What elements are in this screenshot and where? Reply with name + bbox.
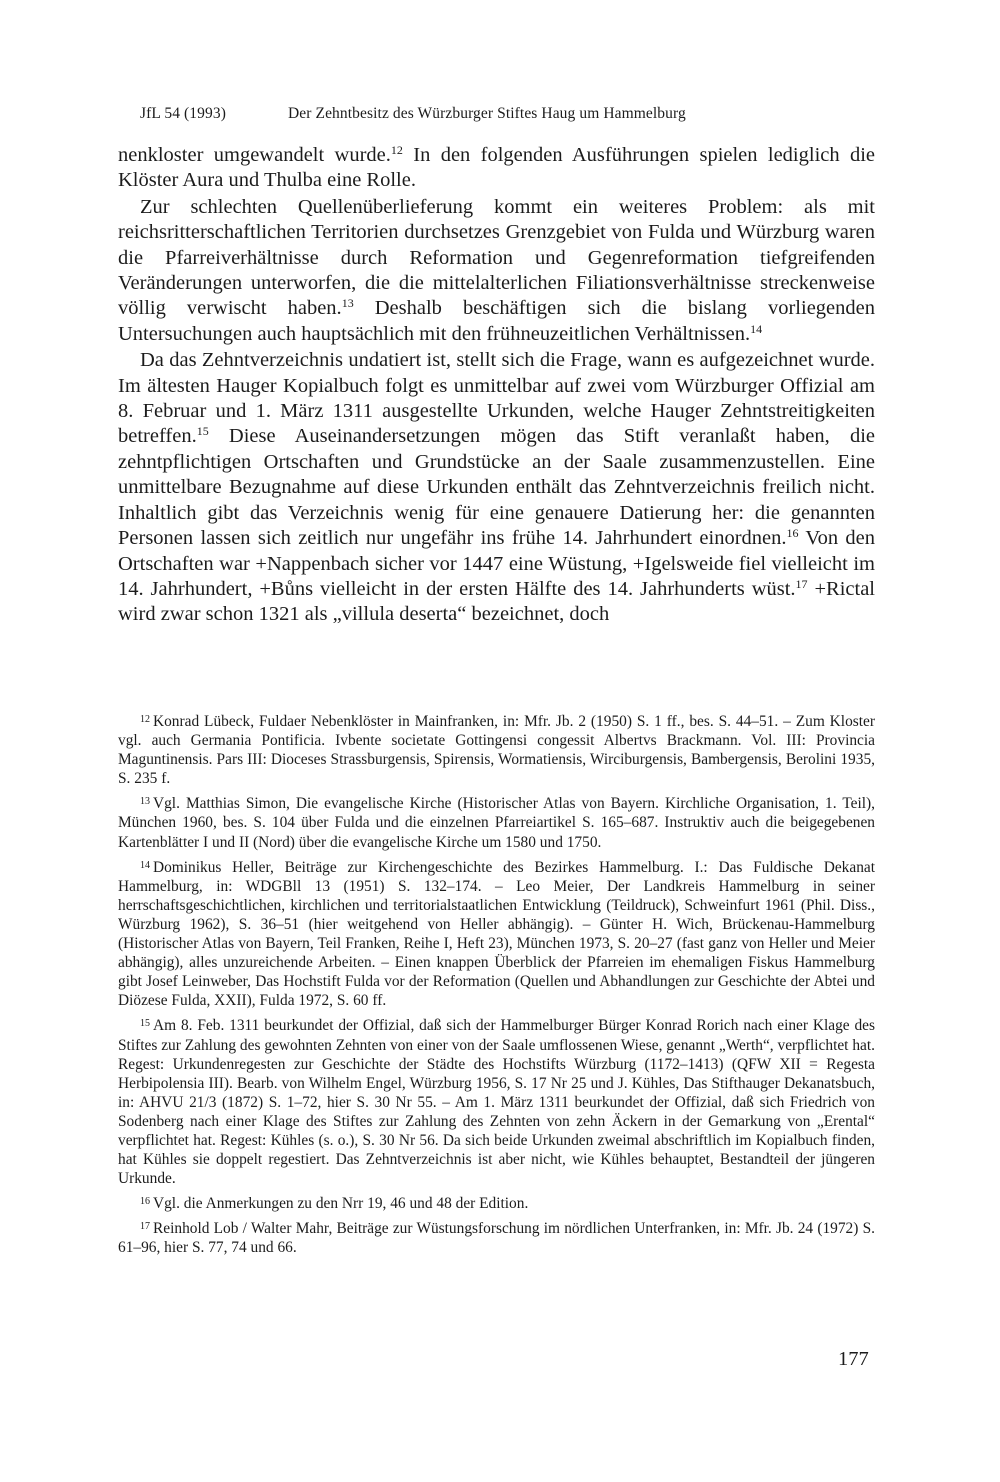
paragraph-1 (118, 143, 875, 194)
footnote-17 (118, 1219, 875, 1257)
text-span: In den folgenden Ausführungen spielen lediglich die Klöster Aura und Thulba eine Rolle. (118, 144, 876, 192)
footnote-ref[interactable]: 13 (341, 296, 354, 311)
footnote-text: Konrad Lübeck, Fuldaer Nebenklöster in Mainfranken, in: Mfr. Jb. 2 (1950) S. 1 ff., bes. S. 44–51. – Zum Kloster vgl. auch Germania Pontificia. Ivbente societate Gottingensi congessit Albertvs Brackmann. Vol. III: Provincia Maguntinensis. Pars III: Dioceses Strassburgensis, Spirensis, Wormatiensis, Wirciburgensis, Bambergensis, Berolini 1935, S. 235 f. (118, 713, 875, 788)
text-span: Deshalb beschäftigen sich die bislang vorliegenden Untersuchungen auch hauptsächlich mit den frühneuzeitlichen Verhältnissen. (118, 297, 875, 345)
footnote-15 (118, 1016, 875, 1188)
footnote-ref[interactable]: 12 (390, 143, 403, 157)
footnote-number: 15 (140, 1018, 150, 1030)
footnote-number: 12 (140, 714, 150, 725)
text-span: Von den Ortschaften war +Nappenbach sicher vor 1447 eine Wüstung, +Igelsweide fiel vielleicht im 14. Jahrhundert, +Bůns vielleicht in der ersten Hälfte des 14. Jahrhunderts wüst. (118, 527, 875, 600)
footnote-text: Dominikus Heller, Beiträge zur Kirchengeschichte des Bezirkes Hammelburg. I.: Das Fuldische Dekanat Hammelburg, in: WDGBll 13 (1951) S. 132–174. – Leo Meier, Der Landkreis Hammelburg in seiner herrschaftsgeschichtlichen, kirchlichen und territorialstaatlichen Entwicklung (Teildruck), Schweinfurt 1961 (Phil. Diss., Würzburg 1962), S. 36–51 (hier weitgehend von Heller abhängig). – Günter H. Wich, Brückenau-Hammelburg (Historischer Atlas von Bayern, Teil Franken, Reihe I, Heft 23), München 1973, S. 20–27 (fast ganz von Heller und Meier abhängig), alles unzureichende Arbeiten. – Einen knappen Überblick der Pfarreien im ehemaligen Fiskus Hammelburg gibt Josef Leinweber, Das Hochstift Fulda vor der Reformation (Quellen und Abhandlungen zur Geschichte der Abtei und Diözese Fulda, XXII), Fulda 1972, S. 60 ff. (118, 858, 875, 1010)
paragraph-2 (118, 195, 875, 347)
footnote-ref[interactable]: 14 (750, 321, 763, 336)
footnote-number: 17 (140, 1221, 150, 1233)
footnote-13 (118, 794, 875, 851)
footnote-text: Am 8. Feb. 1311 beurkundet der Offizial, daß sich der Hammelburger Bürger Konrad Rorich nach einer Klage des Stiftes zur Zahlung des gewohnten Zehnten von einer von der Saale umflossenen Wiese, genannt „Werth“, verpflichtet hat. Regest: Urkundenregesten zur Geschichte der Städte des Hochstifts Würzburg (1172–1413) (QFW XII = Regesta Herbipolensia III). Bearb. von Wilhelm Engel, Würzburg 1956, S. 17 Nr 25 und J. Kühles, Das Stifthauger Dekanatsbuch, in: AHVU 21/3 (1872) S. 1–72, hier S. 30 Nr 55. – Am 1. März 1311 beurkundet der Offizial, daß sich Friedrich von Sodenberg nach einer Klage des Stiftes zur Zahlung des Zehnten von zehn Äckern in der Gemarkung von „Erental“ verpflichtet hat. Regest: Kühles (s. o.), S. 30 Nr 56. Da sich beide Urkunden zweimal abschriftlich im Kopialbuch finden, hat Kühles sie doppelt regestiert. Das Zehntverzeichnis ist aber nicht, wie Kühles behauptet, Bestandteil der jüngeren Urkunde. (118, 1017, 875, 1188)
running-title: Der Zehntbesitz des Würzburger Stiftes Haug um Hammelburg (288, 105, 686, 122)
footnote-number: 16 (140, 1196, 150, 1208)
text-span: nenkloster umgewandelt wurde. (118, 144, 391, 166)
footnote-ref[interactable]: 16 (786, 526, 799, 541)
footnote-ref[interactable]: 15 (196, 424, 209, 439)
footnotes (118, 712, 875, 1264)
footnote-text: Vgl. Matthias Simon, Die evangelische Kirche (Historischer Atlas von Bayern. Kirchliche Organisation, 1. Teil), München 1960, bes. S. 104 über Fulda und die einzelnen Pfarreiartikel S. 165–687. Instruktiv auch die beigegebenen Kartenblätter I und II (Nord) über die evangelische Kirche um 1580 und 1750. (118, 795, 875, 851)
footnote-12 (118, 712, 875, 788)
footnote-14 (118, 858, 875, 1011)
footnote-ref[interactable]: 17 (795, 576, 808, 591)
text-span: Zur schlechten Quellenüberlieferung kommt ein weiteres Problem: als mit reichsritterschaftlichen Territorien durchsetzes Grenzgebiet von Fulda und Würzburg waren die Pfarreiverhältnisse durch Reformation und Gegenreformation tiefgreifenden Veränderungen unterworfen, die die mittelalterlichen Filiationsverhältnisse streckenweise völlig verwischt haben. (118, 195, 875, 320)
main-text (118, 143, 875, 628)
text-span: Diese Auseinandersetzungen mögen das Stift veranlaßt haben, die zehntpflichtigen Ortschaften und Grundstücke an der Saale zusammenzustellen. Eine unmittelbare Bezugnahme auf diese Urkunden enthält das Zehntverzeichnis freilich nicht. Inhaltlich gibt das Verzeichnis wenig für eine genauere Datierung her: die genannten Personen lassen sich zeitlich nur ungefähr ins frühe 14. Jahrhundert einordnen. (118, 425, 875, 550)
footnote-text: Vgl. die Anmerkungen zu den Nrr 19, 46 und 48 der Edition. (153, 1195, 529, 1213)
page-number: 177 (838, 1348, 869, 1370)
text-span: +Rictal wird zwar schon 1321 als „villula deserta“ bezeichnet, doch (118, 577, 875, 626)
footnote-16 (118, 1194, 875, 1213)
footnote-number: 13 (140, 796, 150, 808)
text-span: Da das Zehntverzeichnis undatiert ist, stellt sich die Frage, wann es aufgezeichnet wurde. Im ältesten Hauger Kopialbuch folgt es unmittelbar auf zwei vom Würzburger Offizial am 8. Februar und 1. März 1311 ausgestellte Urkunden, welche Hauger Zehntstreitigkeiten betreffen. (118, 349, 875, 448)
footnote-number: 14 (140, 859, 150, 871)
paragraph-3 (118, 348, 875, 627)
footnote-text: Reinhold Lob / Walter Mahr, Beiträge zur Wüstungsforschung im nördlichen Unterfranken, in: Mfr. Jb. 24 (1972) S. 61–96, hier S. 77, 74 und 66. (118, 1220, 875, 1257)
journal-citation: JfL 54 (1993) (140, 105, 226, 122)
